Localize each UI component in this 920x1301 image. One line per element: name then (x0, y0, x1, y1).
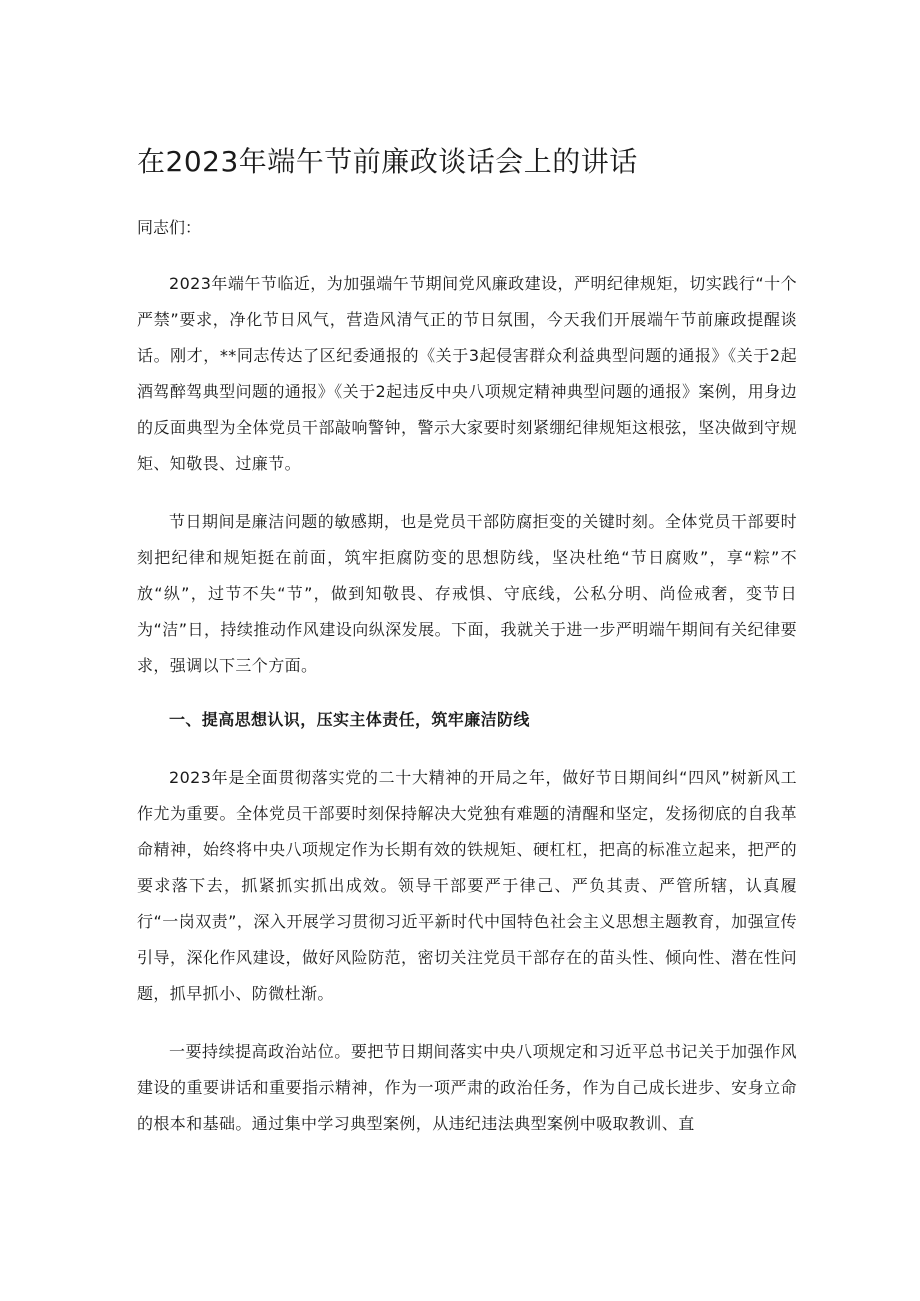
paragraph-intro: 2023年端午节临近，为加强端午节期间党风廉政建设，严明纪律规矩，切实践行“十个严禁”要求，净化节日风气，营造风清气正的节日氛围，今天我们开展端午节前廉政提醒谈话。刚才，**同志传达了区纪委通报的《关于3起侵害群众利益典型问题的通报》《关于2起酒驾醉驾典型问题的通报》《关于2起违反中央八项规定精神典型问题的通报》案例，用身边的反面典型为全体党员干部敲响警钟，警示大家要时刻紧绷纪律规矩这根弦，坚决做到守规矩、知敬畏、过廉节。 (137, 274, 797, 473)
section-heading-1: 一、提高思想认识，压实主体责任，筑牢廉洁防线 (169, 710, 530, 729)
paragraph-section1-point1: 一要持续提高政治站位。要把节日期间落实中央八项规定和习近平总书记关于加强作风建设的重要讲话和重要指示精神，作为一项严肃的政治任务，作为自己成长进步、安身立命的根本和基础。通过集中学习典型案例，从违纪违法典型案例中吸取教训、直 (137, 1042, 797, 1133)
paragraph-section1-body: 2023年是全面贯彻落实党的二十大精神的开局之年，做好节日期间纠“四风”树新风工作尤为重要。全体党员干部要时刻保持解决大党独有难题的清醒和坚定，发扬彻底的自我革命精神，始终将中央八项规定作为长期有效的铁规矩、硬杠杠，把高的标准立起来，把严的要求落下去，抓紧抓实抓出成效。领导干部要严于律己、严负其责、严管所辖，认真履行“一岗双责”，深入开展学习贯彻习近平新时代中国特色社会主义思想主题教育，加强宣传引导，深化作风建设，做好风险防范，密切关注党员干部存在的苗头性、倾向性、潜在性问题，抓早抓小、防微杜渐。 (137, 768, 797, 1003)
document-body (137, 140, 797, 1142)
salutation: 同志们： (137, 218, 202, 237)
paragraph-holiday-period: 节日期间是廉洁问题的敏感期，也是党员干部防腐拒变的关键时刻。全体党员干部要时刻把纪律和规矩挺在前面，筑牢拒腐防变的思想防线，坚决杜绝“节日腐败”，享“粽”不放“纵”，过节不失“节”，做到知敬畏、存戒惧、守底线，公私分明、尚俭戒奢，变节日为“洁”日，持续推动作风建设向纵深发展。下面，我就关于进一步严明端午期间有关纪律要求，强调以下三个方面。 (137, 512, 797, 675)
document-title: 在2023年端午节前廉政谈话会上的讲话 (137, 145, 638, 178)
